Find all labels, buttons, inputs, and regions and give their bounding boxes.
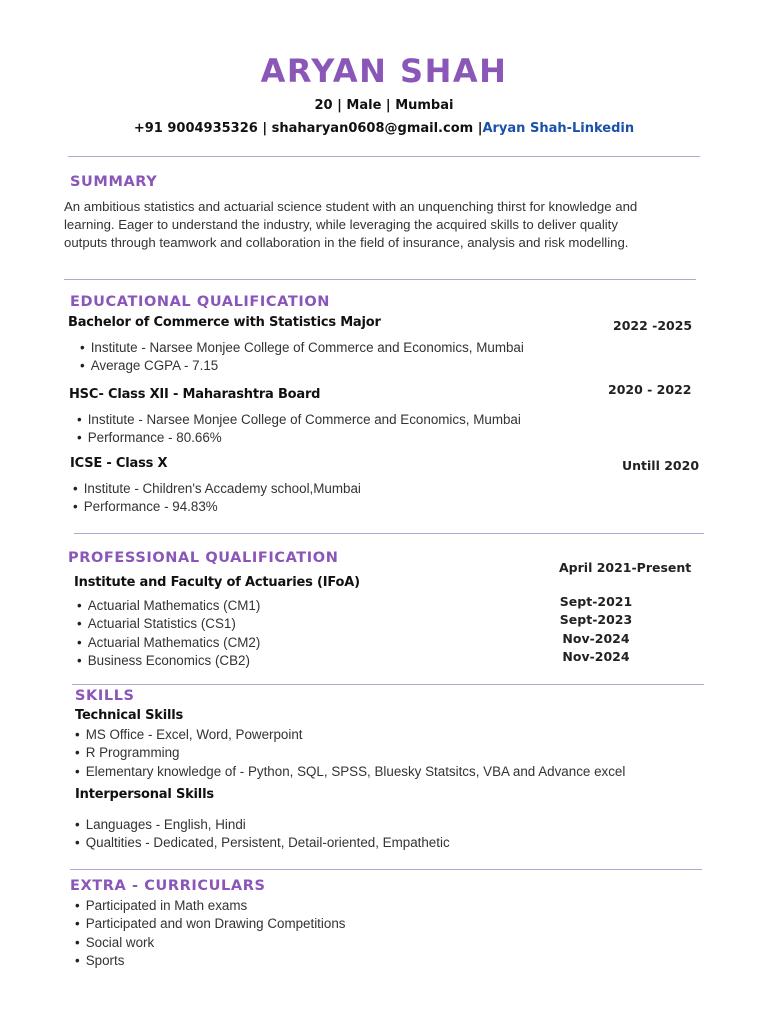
divider (72, 684, 704, 685)
list-item: • Qualtities - Dedicated, Persistent, Detail-oriented, Empathetic (75, 834, 450, 852)
list-item: • Average CGPA - 7.15 (80, 357, 524, 375)
degree-period: 2020 - 2022 (608, 382, 692, 397)
divider (74, 533, 704, 534)
exam-date: Nov-2024 (562, 630, 630, 646)
exam-date: Nov-2024 (562, 648, 630, 664)
list-item: • Participated in Math exams (75, 897, 345, 915)
list-item: • Performance - 94.83% (73, 498, 361, 516)
summary-text (64, 198, 714, 252)
list-item: • Sports (75, 952, 345, 970)
divider (68, 156, 700, 157)
professional-period: April 2021-Present (559, 560, 692, 575)
list-item: • Performance - 80.66% (77, 429, 521, 447)
exam-item: • Actuarial Statistics (CS1) (77, 615, 260, 633)
degree-title: HSC- Class XII - Maharashtra Board (69, 387, 321, 402)
exam-item: • Actuarial Mathematics (CM1) (77, 597, 260, 615)
linkedin-link[interactable]: Aryan Shah-Linkedin (482, 121, 635, 136)
education-heading: EDUCATIONAL QUALIFICATION (70, 294, 331, 310)
technical-skills-list (75, 726, 625, 781)
divider (64, 279, 696, 280)
summary-heading: SUMMARY (70, 174, 158, 190)
extracurricular-heading: EXTRA - CURRICULARS (70, 878, 266, 894)
extracurricular-list (75, 897, 345, 970)
personal-details: 20 | Male | Mumbai (314, 98, 454, 113)
list-item: • Elementary knowledge of - Python, SQL, SPSS, Bluesky Statsitcs, VBA and Advance excel (75, 763, 625, 781)
list-item: • Social work (75, 934, 345, 952)
interpersonal-skills-title: Interpersonal Skills (75, 787, 214, 802)
exam-item: • Actuarial Mathematics (CM2) (77, 634, 260, 652)
summary-line: learning. Eager to understand the industry, while leveraging the acquired skills to deliver quality (64, 217, 618, 232)
skills-heading: SKILLS (75, 688, 135, 704)
degree-details (77, 411, 521, 448)
list-item: • Institute - Children's Accademy school,Mumbai (73, 480, 361, 498)
degree-details (80, 339, 524, 376)
list-item: • Institute - Narsee Monjee College of Commerce and Economics, Mumbai (77, 411, 521, 429)
exam-dates (546, 593, 646, 666)
list-item: • Languages - English, Hindi (75, 816, 450, 834)
summary-line: An ambitious statistics and actuarial science student with an unquenching thirst for knowledge and (64, 199, 638, 214)
exam-date: Sept-2021 (559, 594, 633, 609)
list-item: • Institute - Narsee Monjee College of Commerce and Economics, Mumbai (80, 339, 524, 357)
list-item: • R Programming (75, 744, 625, 762)
summary-line: outputs through teamwork and collaboration in the field of insurance, analysis and risk modelling. (64, 235, 629, 250)
contact-line (0, 121, 768, 136)
degree-period: Untill 2020 (622, 458, 700, 473)
contact-info: +91 9004935326 | shaharyan0608@gmail.com | (133, 121, 483, 136)
professional-heading: PROFESSIONAL QUALIFICATION (68, 550, 339, 566)
institute-title: Institute and Faculty of Actuaries (IFoA) (74, 575, 360, 590)
exam-item: • Business Economics (CB2) (77, 652, 260, 670)
exam-date: Sept-2023 (559, 612, 633, 628)
list-item: • Participated and won Drawing Competitions (75, 915, 345, 933)
candidate-name: ARYAN SHAH (260, 52, 508, 90)
list-item: • MS Office - Excel, Word, Powerpoint (75, 726, 625, 744)
technical-skills-title: Technical Skills (75, 708, 184, 723)
exam-list (77, 597, 260, 670)
degree-title: Bachelor of Commerce with Statistics Major (68, 315, 381, 330)
divider (70, 869, 702, 870)
degree-title: ICSE - Class X (70, 456, 168, 471)
degree-period: 2022 -2025 (613, 318, 693, 333)
interpersonal-skills-list (75, 816, 450, 853)
degree-details (73, 480, 361, 517)
